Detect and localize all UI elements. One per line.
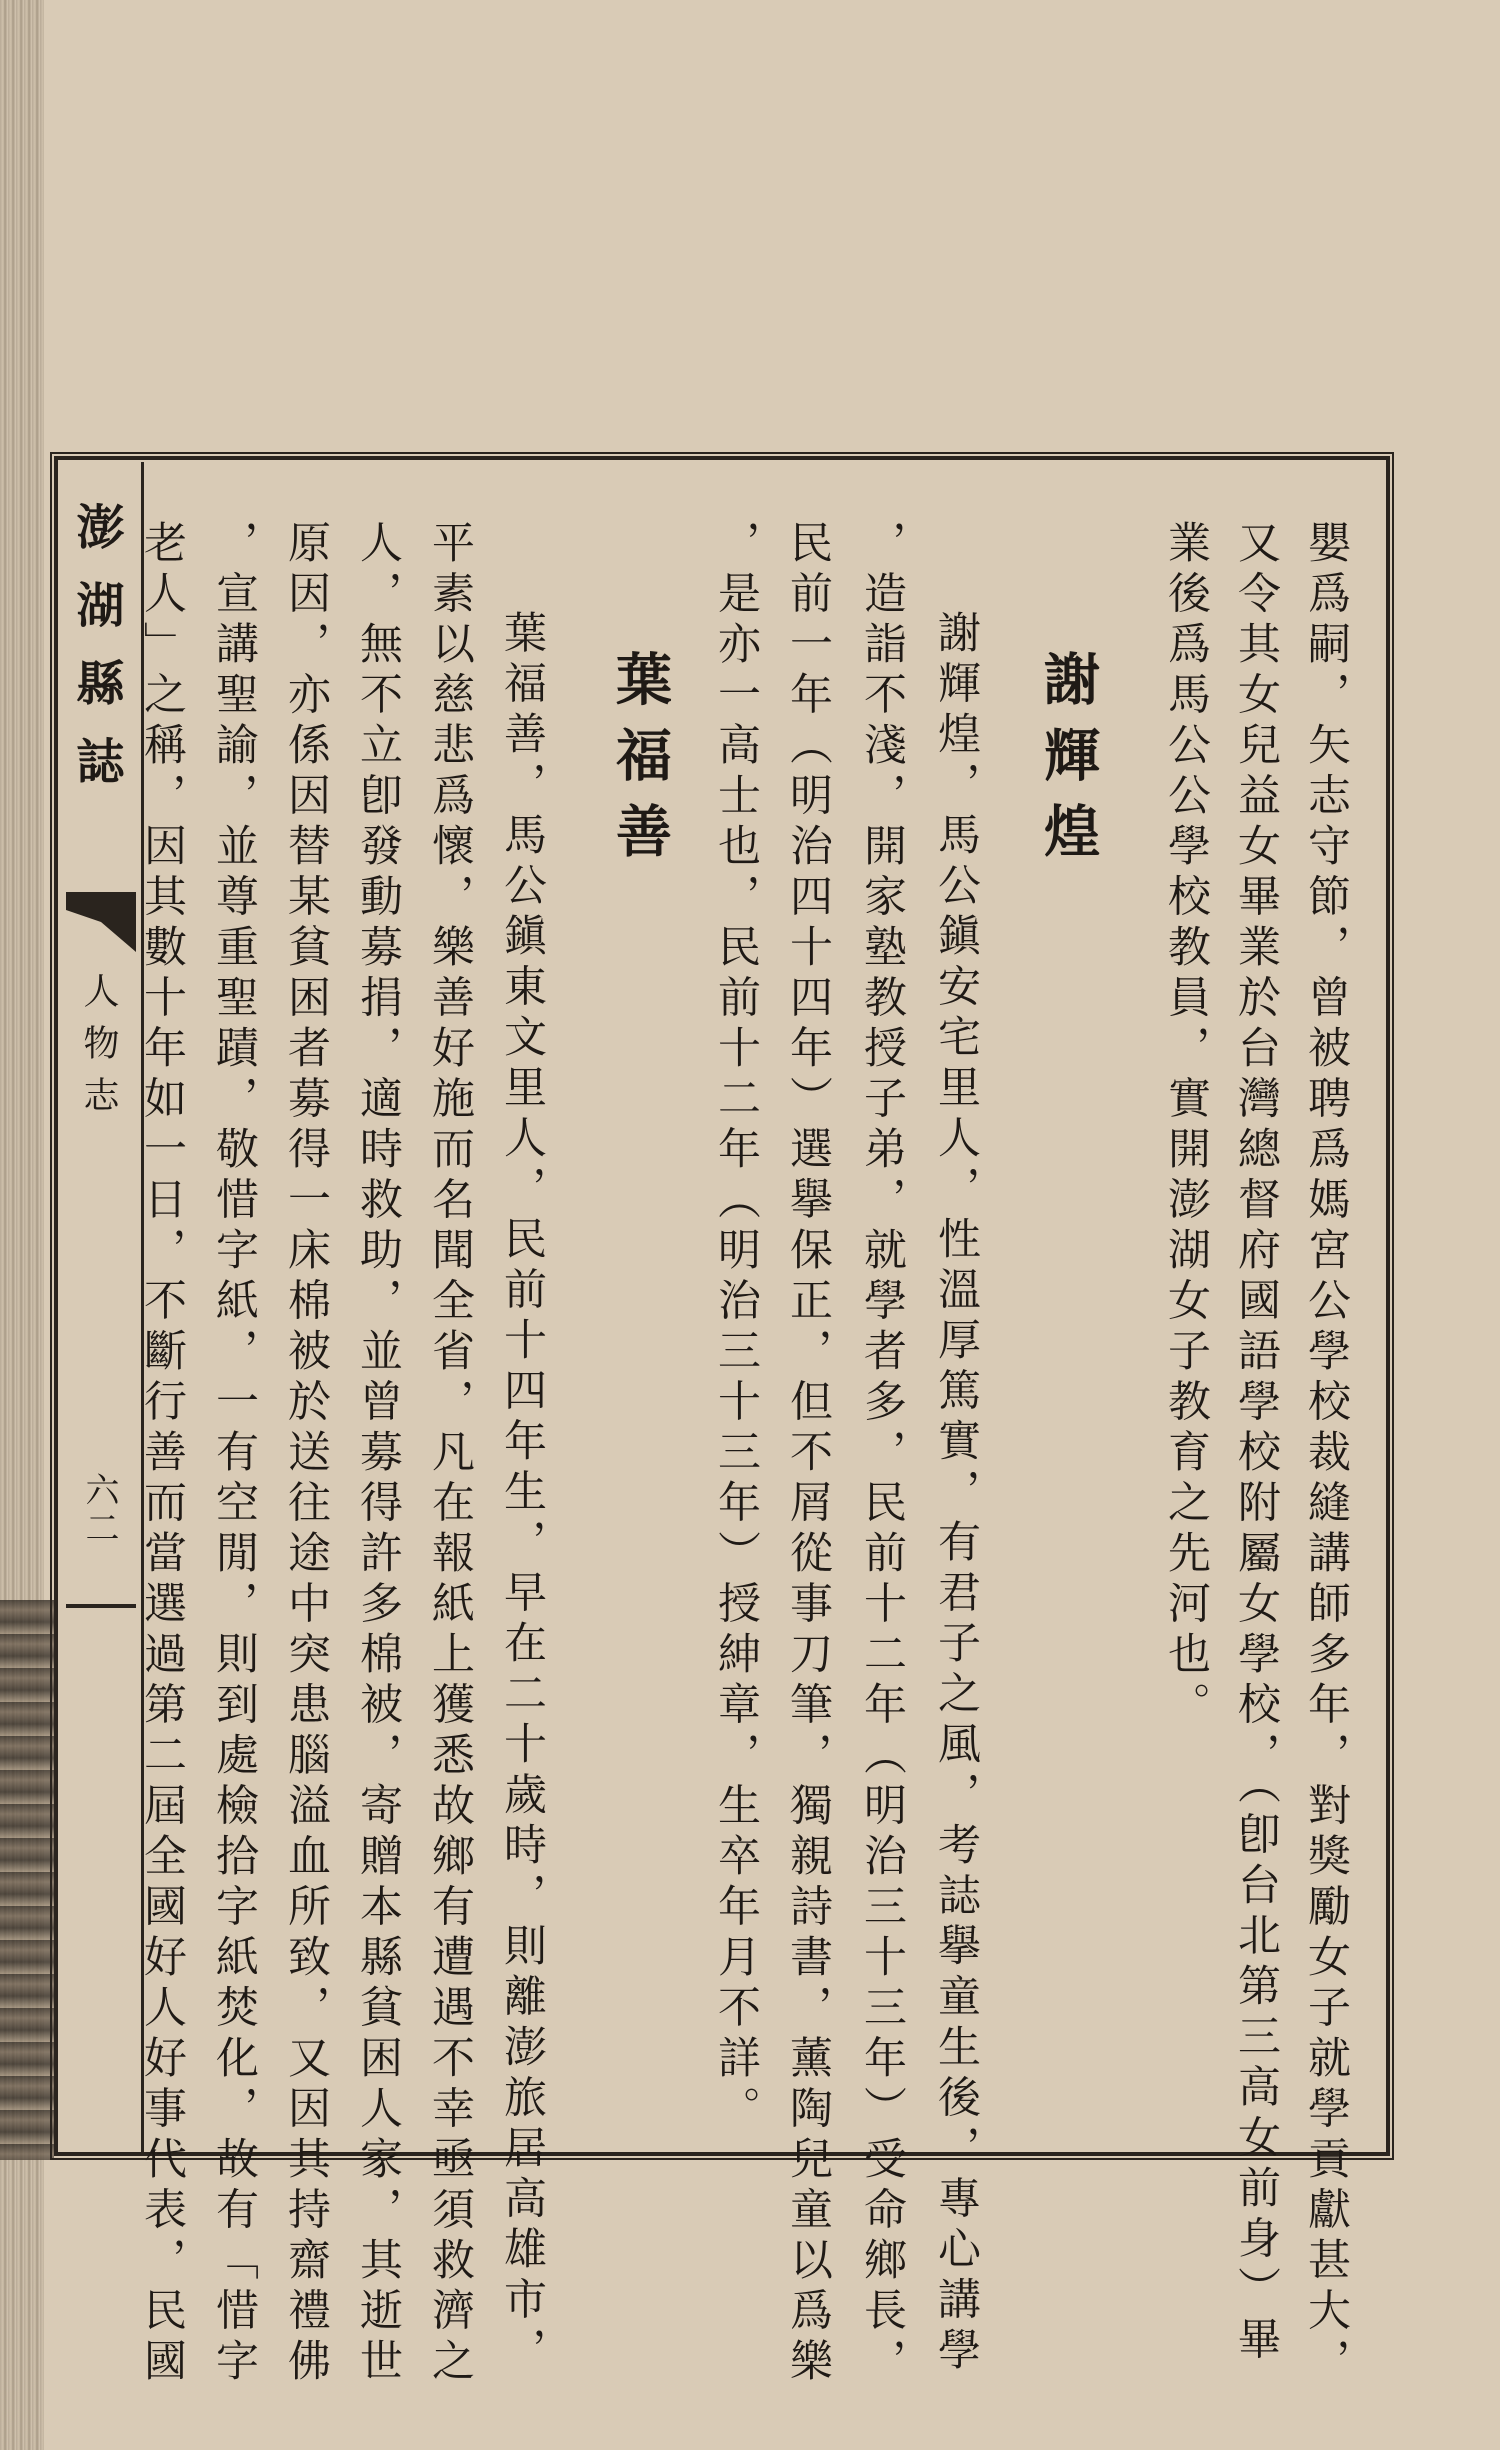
margin-rule — [66, 1604, 136, 1608]
page-number: 六二 — [79, 1472, 119, 1548]
adjacent-page-title-bleed — [0, 1600, 54, 2160]
text-column: ，造詣不淺，開家塾教授子弟，就學者多，民前十二年（明治三十三年）受命鄉長， — [857, 520, 907, 2389]
text-column: 嬰爲嗣，矢志守節，曾被聘爲媽宮公學校裁縫講師多年，對獎勵女子就學貢獻甚大， — [1301, 520, 1351, 2389]
section-title: 人物志 — [78, 972, 119, 1128]
text-column: 平素以慈悲爲懷，樂善好施而名聞全省，凡在報紙上獲悉故鄉有遭遇不幸亟須救濟之 — [425, 520, 475, 2389]
section-heading: 葉福善 — [607, 650, 673, 878]
text-column: 人，無不立卽發動募捐，適時救助，並曾募得許多棉被，寄贈本縣貧困人家，其逝世 — [353, 520, 403, 2389]
fish-tail-mark-icon — [66, 892, 136, 952]
margin-column — [58, 462, 144, 2152]
text-column: 葉福善，馬公鎭東文里人，民前十四年生，早在二十歲時，則離澎旅居高雄市， — [497, 610, 547, 2378]
text-column: 謝輝煌，馬公鎭安宅里人，性溫厚篤實，有君子之風，考誌擧童生後，專心講學 — [931, 610, 981, 2378]
book-title: 澎湖縣誌 — [68, 502, 124, 814]
text-column: 老人」之稱，因其數十年如一日，不斷行善而當選過第二屆全國好人好事代表，民國 — [137, 520, 187, 2389]
text-column: 又令其女兒益女畢業於台灣總督府國語學校附屬女學校，（卽台北第三高女前身）畢 — [1231, 520, 1281, 2367]
text-column: ，是亦一高士也，民前十二年（明治三十三年）授紳章，生卒年月不詳。 — [711, 520, 761, 2136]
text-column: 業後爲馬公公學校教員，實開澎湖女子教育之先河也。 — [1161, 520, 1211, 1732]
section-heading: 謝輝煌 — [1035, 650, 1101, 878]
text-column: 民前一年（明治四十四年）選擧保正，但不屑從事刀筆，獨親詩書，薰陶兒童以爲樂 — [783, 520, 833, 2389]
text-column: 原因，亦係因替某貧困者募得一床棉被於送往途中突患腦溢血所致，又因其持齋禮佛 — [281, 520, 331, 2389]
text-column: ，宣講聖諭，並尊重聖蹟，敬惜字紙，一有空閒，則到處檢拾字紙焚化，故有「惜字 — [209, 520, 259, 2389]
